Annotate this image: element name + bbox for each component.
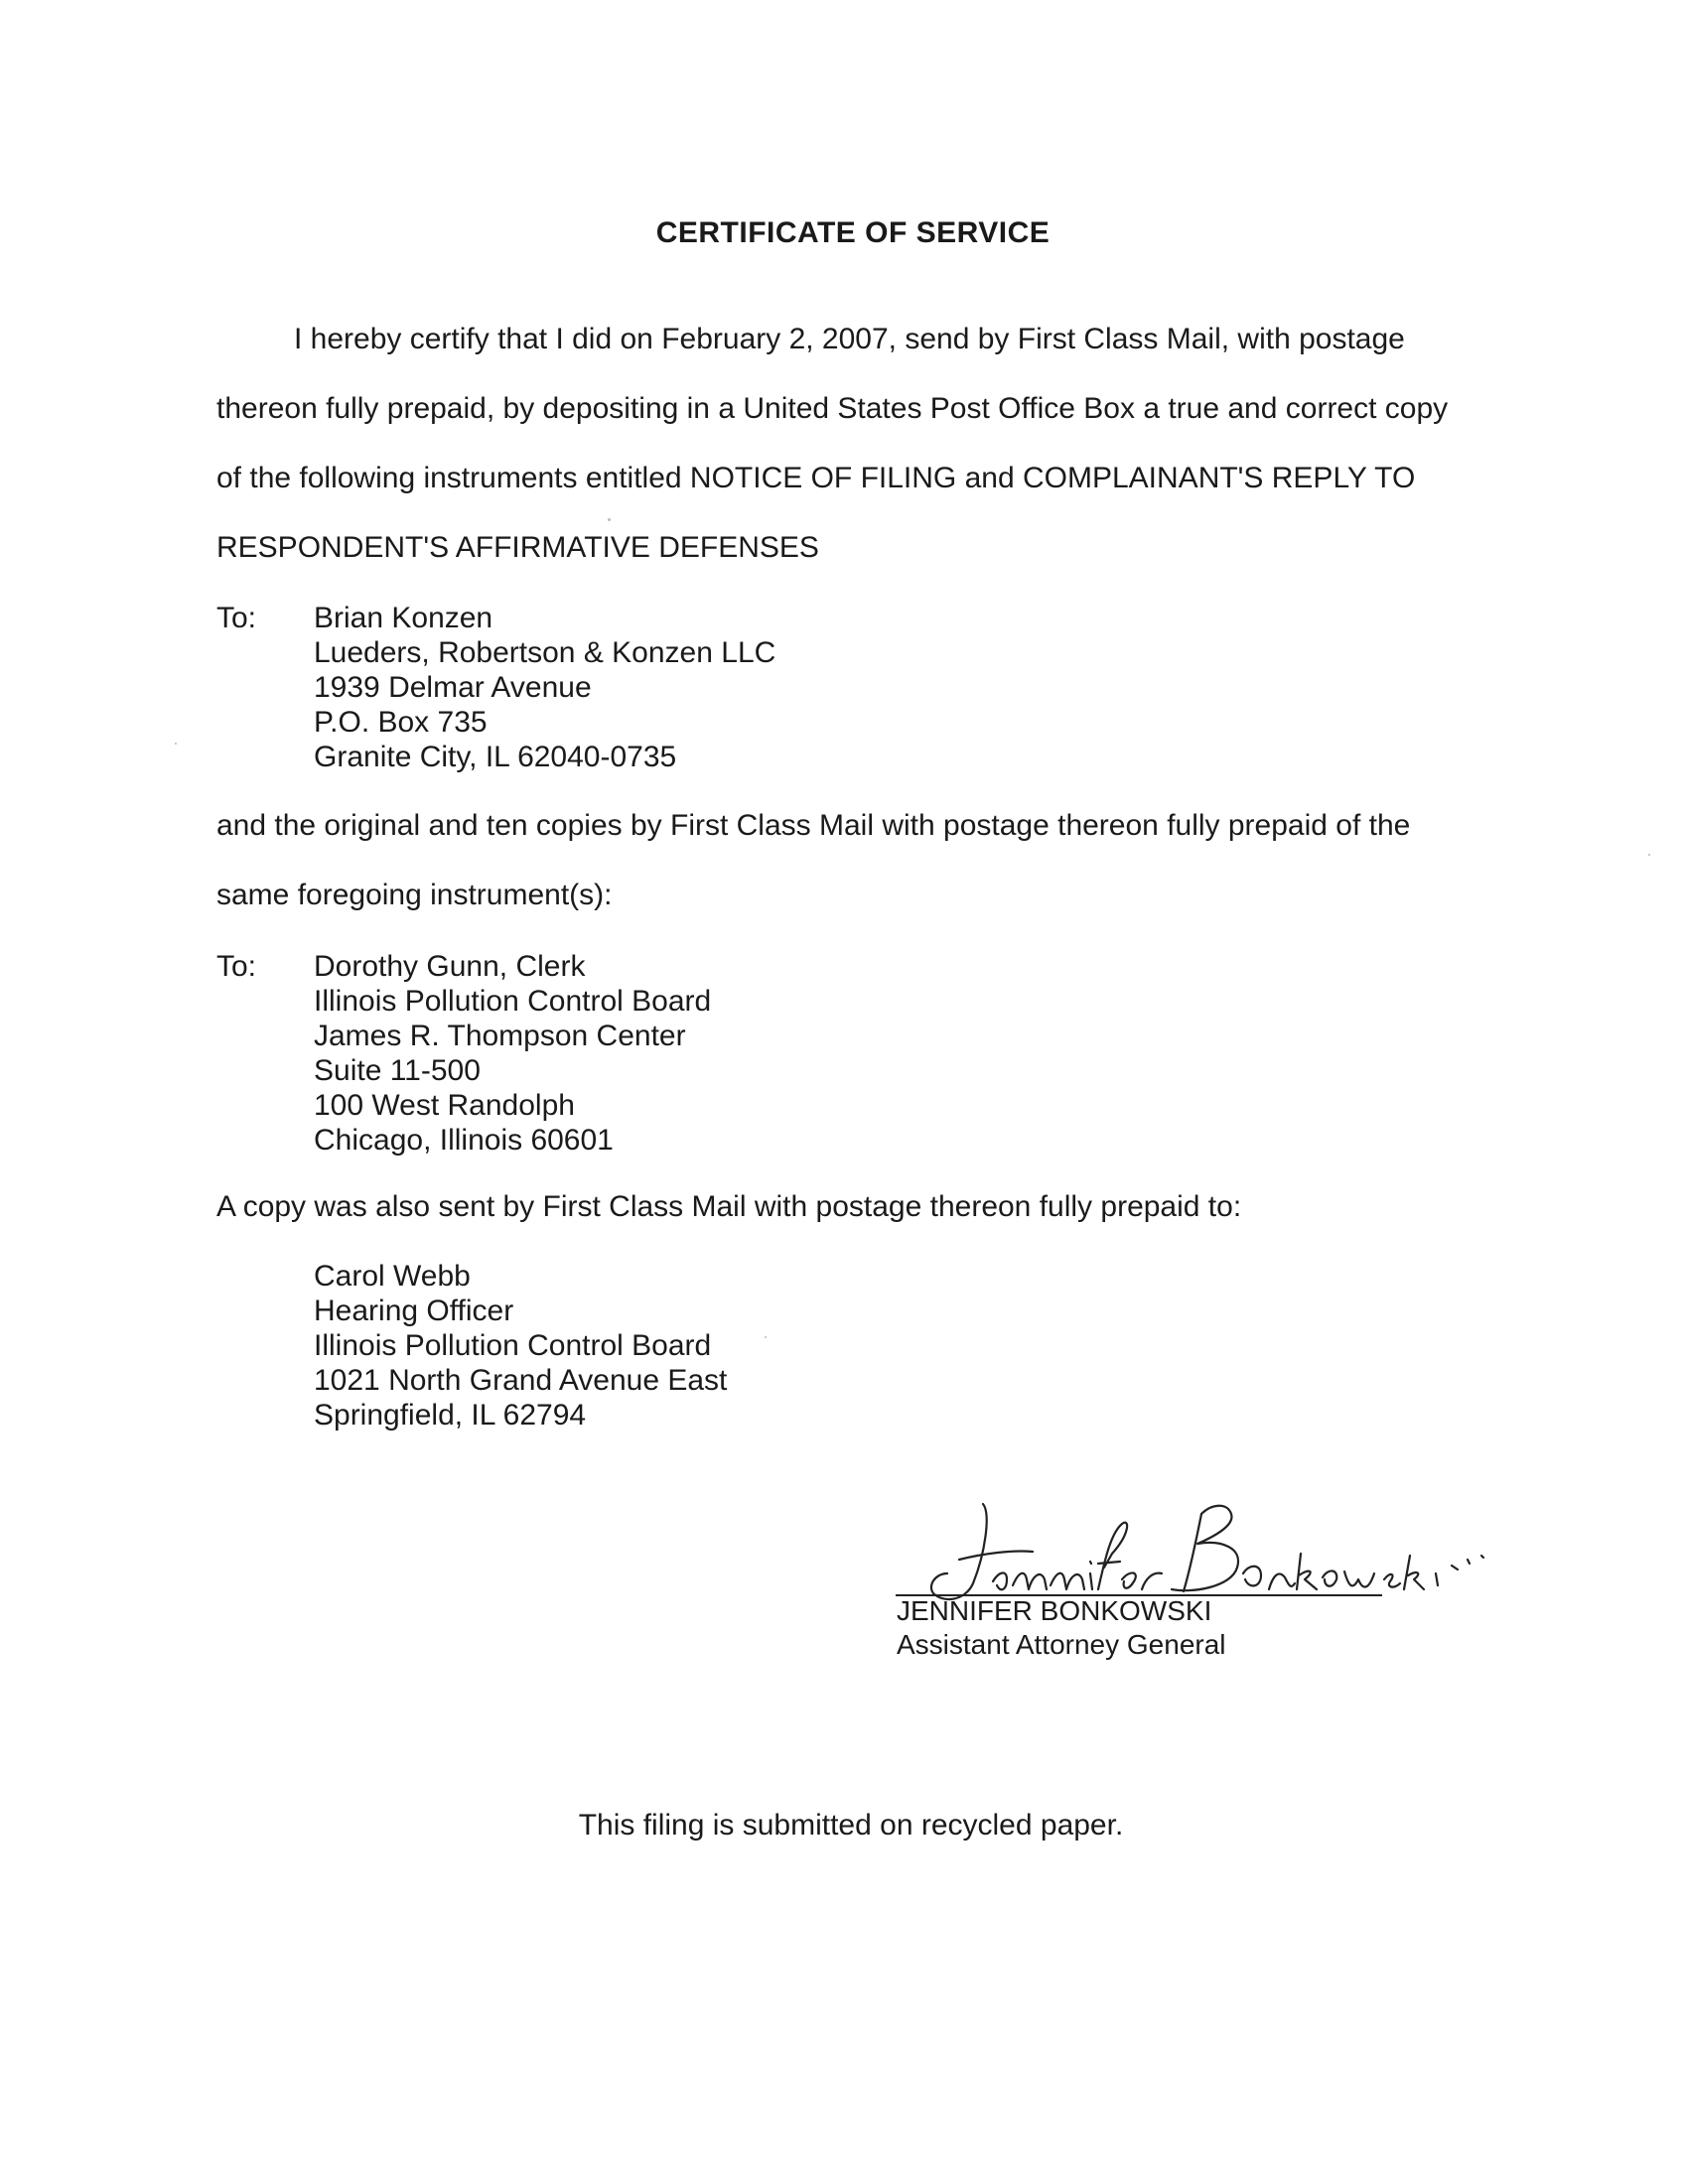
original-copies-line-1: and the original and ten copies by First Class Mail with postage thereon fully prepaid of the (216, 809, 1411, 842)
scan-speck (175, 743, 177, 745)
certification-line-2: thereon fully prepaid, by depositing in a United States Post Office Box a true and correct copy (216, 392, 1449, 425)
original-copies-line-2: same foregoing instrument(s): (216, 879, 613, 911)
certification-line-4: RESPONDENT'S AFFIRMATIVE DEFENSES (216, 531, 819, 564)
recipient-1-line-2: Lueders, Robertson & Konzen LLC (314, 636, 776, 669)
certification-line-1: I hereby certify that I did on February 2, 2007, send by First Class Mail, with postage (294, 323, 1405, 355)
recipient-1-line-3: 1939 Delmar Avenue (314, 671, 592, 704)
recipient-2-line-4: Suite 11-500 (314, 1054, 481, 1087)
recipient-2-line-6: Chicago, Illinois 60601 (314, 1124, 614, 1157)
recipient-2-line-3: James R. Thompson Center (314, 1020, 686, 1052)
recipient-1-address (314, 601, 775, 774)
recipient-2-line-2: Illinois Pollution Control Board (314, 985, 712, 1018)
signer-title: Assistant Attorney General (897, 1629, 1226, 1660)
signer-name: JENNIFER BONKOWSKI (897, 1595, 1212, 1626)
recipient-3-line-2: Hearing Officer (314, 1295, 514, 1327)
scan-speck (608, 518, 611, 521)
scan-speck (1648, 854, 1650, 856)
recycled-paper-footer: This filing is submitted on recycled paper. (578, 1809, 1124, 1842)
recipient-2-line-1: Dorothy Gunn, Clerk (314, 950, 586, 983)
recipient-1-line-4: P.O. Box 735 (314, 706, 488, 739)
recipient-1-line-1: Brian Konzen (314, 602, 493, 634)
recipient-3-line-1: Carol Webb (314, 1260, 471, 1293)
recipient-1-line-5: Granite City, IL 62040-0735 (314, 741, 677, 773)
recipient-2-line-5: 100 West Randolph (314, 1089, 575, 1122)
recipient-3-line-4: 1021 North Grand Avenue East (314, 1364, 728, 1397)
recipient-3-line-3: Illinois Pollution Control Board (314, 1329, 712, 1362)
document-title: CERTIFICATE OF SERVICE (655, 216, 1051, 249)
certification-line-3: of the following instruments entitled NOTICE OF FILING and COMPLAINANT'S REPLY TO (216, 462, 1416, 494)
recipient-3-address (314, 1259, 727, 1433)
copy-also-sent-line: A copy was also sent by First Class Mail with postage thereon fully prepaid to: (216, 1190, 1242, 1223)
recipient-2-address (314, 949, 711, 1158)
recipient-1-to-label: To: (216, 602, 257, 634)
recipient-3-line-5: Springfield, IL 62794 (314, 1399, 587, 1432)
recipient-2-to-label: To: (216, 950, 257, 983)
scan-speck (765, 1336, 767, 1338)
